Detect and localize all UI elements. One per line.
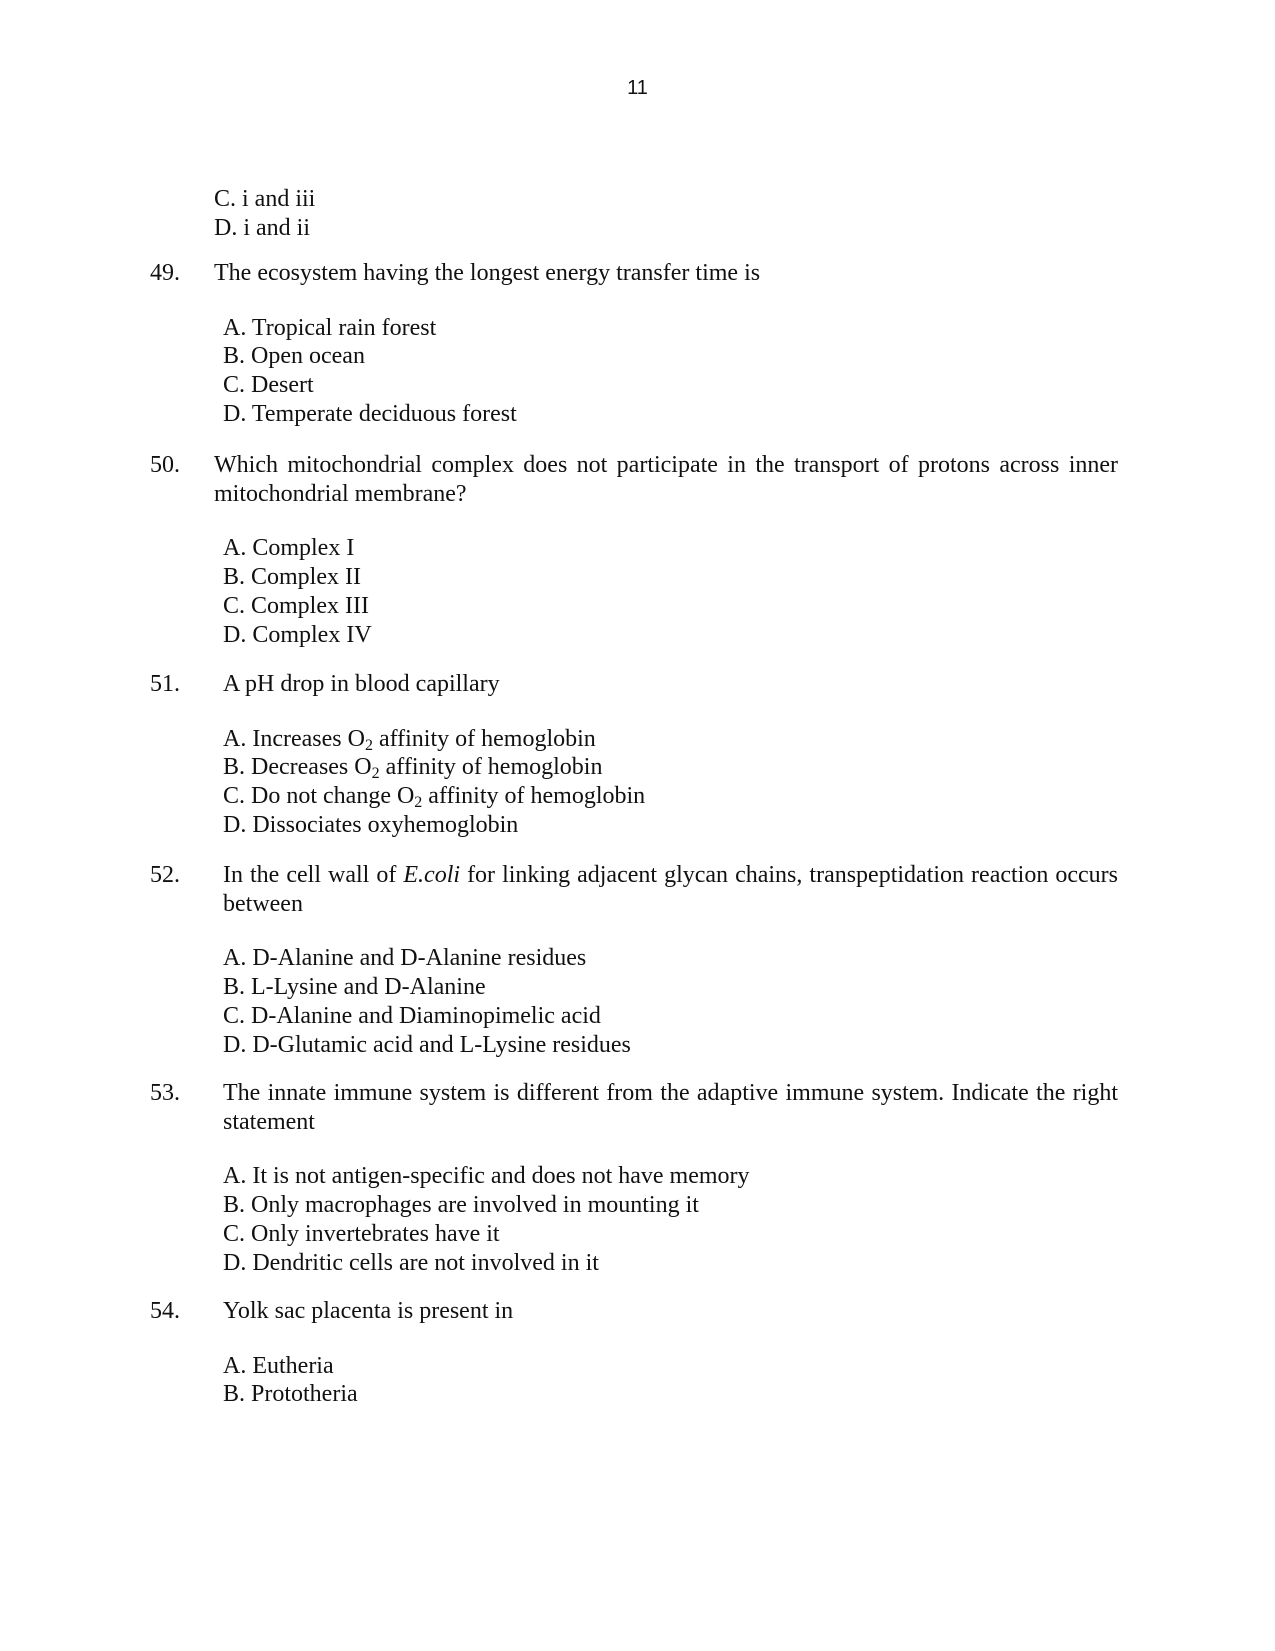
question-text	[223, 861, 1118, 918]
option-d: D. Complex IV	[223, 621, 372, 648]
question-50	[150, 451, 1118, 649]
option-c: C. D-Alanine and Diaminopimelic acid	[223, 1002, 601, 1029]
option-b: B. Open ocean	[223, 343, 365, 370]
option-b: B. Complex II	[223, 564, 361, 591]
options-list	[223, 944, 1118, 1059]
question-number: 53.	[150, 1080, 180, 1106]
question-text: Which mitochondrial complex does not participate in the transport of protons across inner mitochondrial membrane?	[214, 452, 1118, 507]
option-d	[223, 811, 1118, 840]
question-number: 49.	[150, 260, 180, 286]
organism-name: E.coli	[403, 862, 461, 888]
question-text-part: In the cell wall of	[223, 862, 404, 888]
question-53	[150, 1079, 1118, 1277]
option-b: B. L-Lysine and D-Alanine	[223, 974, 486, 1001]
option-b: B. Prototheria	[223, 1381, 358, 1408]
continued-options	[214, 185, 315, 242]
option-c: C. Complex III	[223, 592, 369, 619]
options-list	[223, 1352, 1118, 1409]
option-a: A. D-Alanine and D-Alanine residues	[223, 945, 587, 972]
option-text: B. Decreases O	[223, 754, 372, 781]
option-c: C. i and iii	[214, 186, 316, 212]
option-d: D. D-Glutamic acid and L-Lysine residues	[223, 1031, 631, 1058]
option-c: C. Desert	[223, 372, 314, 399]
option-c: C. Only invertebrates have it	[223, 1220, 500, 1247]
option-text: affinity of hemoglobin	[422, 783, 646, 810]
options-list	[223, 314, 1118, 429]
page-number: 11	[627, 77, 648, 99]
subscript: 2	[364, 736, 373, 754]
question-52	[150, 861, 1118, 1059]
subscript: 2	[414, 794, 423, 812]
question-number: 52.	[150, 862, 180, 888]
question-text: A pH drop in blood capillary	[223, 671, 500, 697]
question-51	[150, 670, 1118, 840]
option-a: A. It is not antigen-specific and does not have memory	[223, 1163, 750, 1190]
option-a	[223, 725, 1118, 754]
options-list	[223, 534, 1118, 649]
subscript: 2	[371, 765, 380, 783]
question-number: 54.	[150, 1298, 180, 1324]
question-54	[150, 1297, 1118, 1409]
options-list	[223, 1162, 1118, 1277]
option-text: affinity of hemoglobin	[379, 754, 603, 781]
option-text: C. Do not change O	[223, 783, 415, 810]
question-number: 50.	[150, 452, 180, 478]
question-49	[150, 259, 1118, 429]
question-text-part: for linking adjacent glycan chains, transpeptidation reaction occurs between	[223, 862, 1118, 917]
question-number: 51.	[150, 671, 180, 697]
question-text: Yolk sac placenta is present in	[223, 1298, 514, 1324]
option-b: B. Only macrophages are involved in mounting it	[223, 1192, 699, 1219]
option-a: A. Tropical rain forest	[223, 314, 437, 341]
option-c	[223, 782, 1118, 811]
question-text: The innate immune system is different from the adaptive immune system. Indicate the right statement	[223, 1080, 1118, 1135]
option-text: A. Increases O	[223, 725, 365, 752]
option-d: D. Dendritic cells are not involved in it	[223, 1249, 599, 1276]
option-a: A. Complex I	[223, 535, 355, 562]
option-a: A. Eutheria	[223, 1352, 334, 1379]
option-text: affinity of hemoglobin	[372, 725, 596, 752]
options-list	[223, 725, 1118, 840]
question-text: The ecosystem having the longest energy transfer time is	[214, 260, 761, 286]
option-b	[223, 753, 1118, 782]
option-text: D. Dissociates oxyhemoglobin	[223, 811, 519, 838]
option-d: D. Temperate deciduous forest	[223, 400, 517, 427]
option-d: D. i and ii	[214, 214, 310, 241]
